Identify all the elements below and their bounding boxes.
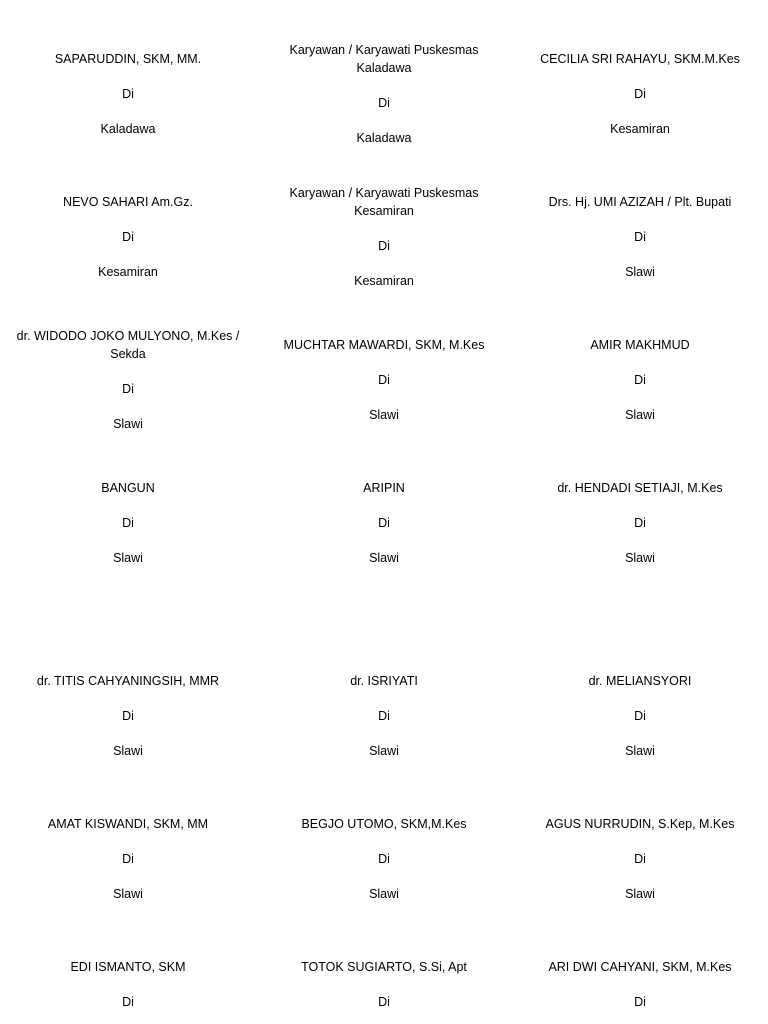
preposition-di: Di <box>378 96 390 110</box>
preposition-di: Di <box>378 852 390 866</box>
recipient-name: dr. ISRIYATI <box>350 674 418 688</box>
recipient-place: Slawi <box>369 744 399 758</box>
address-label <box>0 958 256 1011</box>
address-label <box>256 336 512 424</box>
recipient-name: SAPARUDDIN, SKM, MM. <box>54 52 202 66</box>
address-label <box>512 815 768 903</box>
address-label <box>512 479 768 567</box>
recipient-place: Slawi <box>625 551 655 565</box>
recipient-name: NEVO SAHARI Am.Gz. <box>63 195 193 209</box>
recipient-name: ARIPIN <box>363 481 405 495</box>
preposition-di: Di <box>634 87 646 101</box>
recipient-place: Slawi <box>113 417 143 431</box>
recipient-place: Slawi <box>369 408 399 422</box>
recipient-name: dr. HENDADI SETIAJI, M.Kes <box>557 481 723 495</box>
preposition-di: Di <box>634 230 646 244</box>
address-label <box>0 479 256 567</box>
recipient-name: AMAT KISWANDI, SKM, MM <box>47 817 209 831</box>
recipient-name: dr. MELIANSYORI <box>588 674 692 688</box>
recipient-name: TOTOK SUGIARTO, S.Si, Apt <box>301 960 467 974</box>
recipient-name: BEGJO UTOMO, SKM,M.Kes <box>301 817 467 831</box>
address-label <box>0 327 256 433</box>
address-label <box>256 41 512 147</box>
recipient-place: Slawi <box>113 744 143 758</box>
recipient-place: Slawi <box>625 887 655 901</box>
address-label <box>256 184 512 290</box>
address-label <box>256 958 512 1011</box>
address-label <box>256 815 512 903</box>
recipient-name: AGUS NURRUDIN, S.Kep, M.Kes <box>545 817 735 831</box>
recipient-name: Drs. Hj. UMI AZIZAH / Plt. Bupati <box>548 195 732 209</box>
preposition-di: Di <box>122 382 134 396</box>
recipient-place: Kaladawa <box>100 122 156 136</box>
recipient-name: EDI ISMANTO, SKM <box>70 960 186 974</box>
recipient-name: dr. WIDODO JOKO MULYONO, M.Kes / Sekda <box>16 329 240 361</box>
preposition-di: Di <box>634 516 646 530</box>
address-label <box>0 193 256 281</box>
address-label <box>0 815 256 903</box>
recipient-name: MUCHTAR MAWARDI, SKM, M.Kes <box>283 338 485 352</box>
recipient-name: CECILIA SRI RAHAYU, SKM.M.Kes <box>540 52 740 66</box>
preposition-di: Di <box>634 709 646 723</box>
preposition-di: Di <box>378 995 390 1009</box>
preposition-di: Di <box>634 995 646 1009</box>
recipient-place: Kesamiran <box>98 265 158 279</box>
recipient-name: BANGUN <box>101 481 155 495</box>
address-label <box>0 50 256 138</box>
recipient-place: Slawi <box>625 744 655 758</box>
recipient-place: Kesamiran <box>354 274 414 288</box>
preposition-di: Di <box>634 373 646 387</box>
address-label <box>512 50 768 138</box>
recipient-place: Slawi <box>113 887 143 901</box>
address-label <box>0 672 256 760</box>
recipient-place: Slawi <box>369 551 399 565</box>
address-label <box>256 672 512 760</box>
preposition-di: Di <box>122 995 134 1009</box>
preposition-di: Di <box>122 709 134 723</box>
preposition-di: Di <box>378 516 390 530</box>
address-label <box>512 672 768 760</box>
preposition-di: Di <box>378 239 390 253</box>
preposition-di: Di <box>122 852 134 866</box>
recipient-name: Karyawan / Karyawati Puskesmas Kesamiran <box>289 186 479 218</box>
recipient-name: ARI DWI CAHYANI, SKM, M.Kes <box>548 960 732 974</box>
recipient-name: dr. TITIS CAHYANINGSIH, MMR <box>36 674 220 688</box>
preposition-di: Di <box>378 373 390 387</box>
preposition-di: Di <box>122 87 134 101</box>
recipient-place: Slawi <box>625 265 655 279</box>
address-label <box>256 479 512 567</box>
recipient-place: Kaladawa <box>356 131 412 145</box>
recipient-place: Kesamiran <box>610 122 670 136</box>
address-label <box>512 336 768 424</box>
recipient-name: AMIR MAKHMUD <box>590 338 690 352</box>
recipient-place: Slawi <box>625 408 655 422</box>
preposition-di: Di <box>122 230 134 244</box>
recipient-name: Karyawan / Karyawati Puskesmas Kaladawa <box>289 43 479 75</box>
address-label <box>512 958 768 1011</box>
preposition-di: Di <box>378 709 390 723</box>
address-label <box>512 193 768 281</box>
preposition-di: Di <box>122 516 134 530</box>
recipient-place: Slawi <box>113 551 143 565</box>
recipient-place: Slawi <box>369 887 399 901</box>
preposition-di: Di <box>634 852 646 866</box>
